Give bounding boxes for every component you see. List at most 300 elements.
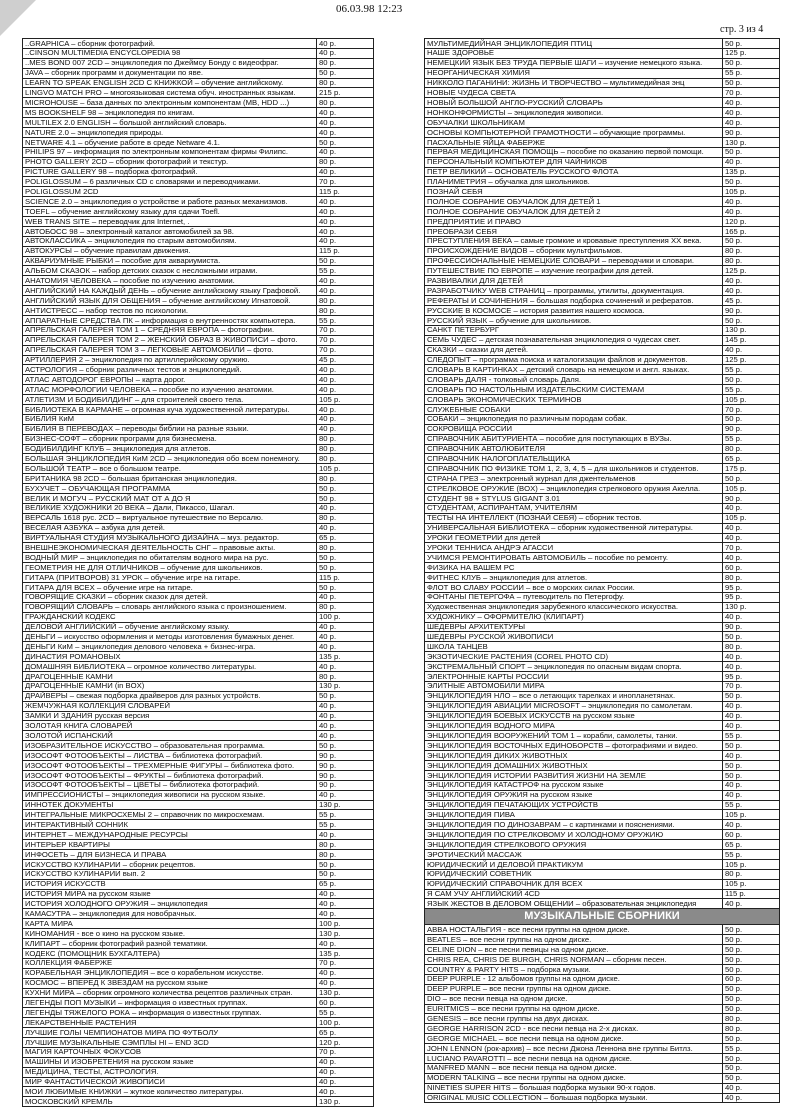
item-price: 40 р. bbox=[723, 286, 780, 296]
table-row bbox=[425, 345, 780, 355]
item-price: 40 р. bbox=[723, 1093, 780, 1103]
item-name: ВОДНЫЙ МИР – энциклопедия по обитателям водного мира на рус. bbox=[23, 553, 317, 563]
item-name: АНТИСТРЕСС – набор тестов по психологии. bbox=[23, 306, 317, 316]
table-row bbox=[425, 701, 780, 711]
item-name: LEARN TO SPEAK ENGLISH 2CD С КНИЖКОЙ – обучение английскому. bbox=[23, 78, 317, 88]
item-name: ПОЛНОЕ СОБРАНИЕ ОБУЧАЛОК ДЛЯ ДЕТЕЙ 1 bbox=[425, 197, 723, 207]
item-price: 135 р. bbox=[723, 167, 780, 177]
item-price: 40 р. bbox=[317, 830, 374, 840]
item-price: 40 р. bbox=[317, 721, 374, 731]
item-price: 60 р. bbox=[723, 974, 780, 984]
item-price: 40 р. bbox=[723, 503, 780, 513]
item-price: 105 р. bbox=[723, 395, 780, 405]
table-row bbox=[23, 276, 374, 286]
item-name: ЭКЗОТИЧЕСКИЕ РАСТЕНИЯ (COREL PHOTO CD) bbox=[425, 652, 723, 662]
item-price: 80 р. bbox=[317, 840, 374, 850]
item-name: CELINE DION – все песни певицы на одном диске. bbox=[425, 945, 723, 955]
item-name: СКАЗКИ – сказки для детей. bbox=[425, 345, 723, 355]
table-row bbox=[425, 770, 780, 780]
item-name: ЗОЛОТОЙ ИСПАНСКИЙ bbox=[23, 731, 317, 741]
item-name: АТЛАС МОРФОЛОГИИ ЧЕЛОВЕКА – пособие по изучению анатомии. bbox=[23, 385, 317, 395]
table-row bbox=[425, 994, 780, 1004]
item-price: 40 р. bbox=[723, 98, 780, 108]
item-price: 50 р. bbox=[723, 691, 780, 701]
item-price: 105 р. bbox=[317, 395, 374, 405]
table-row bbox=[23, 533, 374, 543]
table-row bbox=[23, 662, 374, 672]
item-price: 50 р. bbox=[723, 964, 780, 974]
item-price: 40 р. bbox=[317, 711, 374, 721]
table-row bbox=[425, 790, 780, 800]
item-name: АППАРАТНЫЕ СРЕДСТВА ПК – информация о внутренностях компьютера. bbox=[23, 315, 317, 325]
item-name: ГИТАРА ДЛЯ ВСЕХ – обучение игре на гитаре. bbox=[23, 582, 317, 592]
item-price: 80 р. bbox=[723, 642, 780, 652]
item-name: НОВЫЙ БОЛЬШОЙ АНГЛО-РУССКИЙ СЛОВАРЬ bbox=[425, 98, 723, 108]
item-name: АКВАРИУМНЫЕ РЫБКИ – пособие для аквариумиста. bbox=[23, 256, 317, 266]
table-row bbox=[425, 226, 780, 236]
table-row bbox=[425, 157, 780, 167]
item-name: ЭНЦИКЛОПЕДИЯ ДОМАШНИХ ЖИВОТНЫХ bbox=[425, 761, 723, 771]
table-row bbox=[425, 1014, 780, 1024]
table-row bbox=[425, 187, 780, 197]
item-price: 40 р. bbox=[723, 345, 780, 355]
item-name: ЖЕМЧУЖНАЯ КОЛЛЕКЦИЯ СЛОВАРЕЙ bbox=[23, 701, 317, 711]
item-name: АПРЕЛЬСКАЯ ГАЛЕРЕЯ ТОМ 2 – ЖЕНСКИЙ ОБРАЗ В ЖИВОПИСИ – фото. bbox=[23, 335, 317, 345]
item-name: МАШИНЫ И ИЗОБРЕТЕНИЯ на русском языке bbox=[23, 1057, 317, 1067]
item-name: МУЛЬТИМЕДИЙНАЯ ЭНЦИКЛОПЕДИЯ ПТИЦ bbox=[425, 39, 723, 49]
item-name: СТУДЕНТАМ, АСПИРАНТАМ, УЧИТЕЛЯМ bbox=[425, 503, 723, 513]
item-name: ВЕЛИК И МОГУЧ – РУССКИЙ МАТ ОТ А ДО Я bbox=[23, 493, 317, 503]
item-price: 40 р. bbox=[723, 108, 780, 118]
item-price: 80 р. bbox=[317, 296, 374, 306]
item-name: АТЛАС АВТОДОРОГ ЕВРОПЫ – карта дорог. bbox=[23, 375, 317, 385]
item-price: 40 р. bbox=[723, 612, 780, 622]
item-price: 175 р. bbox=[723, 464, 780, 474]
item-name: ЮРИДИЧЕСКИЙ И ДЕЛОВОЙ ПРАКТИКУМ bbox=[425, 859, 723, 869]
item-name: АВТОКУРСЫ – обучение правилам движения. bbox=[23, 246, 317, 256]
item-name: ВЕЛИКИЕ ХУДОЖНИКИ 20 ВЕКА – Дали, Пикассо, Шагал. bbox=[23, 503, 317, 513]
item-price: 80 р. bbox=[723, 869, 780, 879]
item-price: 90 р. bbox=[723, 493, 780, 503]
table-row bbox=[425, 266, 780, 276]
item-name: TOEFL – обучение английскому языку для сдачи Toefl. bbox=[23, 207, 317, 217]
item-name: ЭНЦИКЛОПЕДИЯ КАТАСТРОФ на русском языке bbox=[425, 780, 723, 790]
item-price: 130 р. bbox=[317, 929, 374, 939]
table-row bbox=[425, 869, 780, 879]
table-row bbox=[425, 642, 780, 652]
item-price: 40 р. bbox=[723, 1083, 780, 1093]
item-name: ИНТЕГРАЛЬНЫЕ МИКРОСХЕМЫ 2 – справочник по микросхемам. bbox=[23, 810, 317, 820]
table-row bbox=[23, 582, 374, 592]
item-price: 95 р. bbox=[723, 592, 780, 602]
item-price: 50 р. bbox=[317, 869, 374, 879]
item-name: PHOTO GALLERY 2CD – сборник фотографий и текстур. bbox=[23, 157, 317, 167]
item-name: БУХУЧЕТ – ОБУЧАЮЩАЯ ПРОГРАММА bbox=[23, 484, 317, 494]
item-price: 80 р. bbox=[317, 672, 374, 682]
item-name: ..MES BOND 007 2CD – энциклопедия по Джеймсу Бонду с видеофраг. bbox=[23, 58, 317, 68]
item-name: ИНФОСЕТЬ – ДЛЯ БИЗНЕСА И ПРАВА bbox=[23, 850, 317, 860]
table-row bbox=[23, 612, 374, 622]
item-name: ВЕСЕЛАЯ АЗБУКА – азбука для детей. bbox=[23, 523, 317, 533]
item-name: МАГИЯ КАРТОЧНЫХ ФОКУСОВ bbox=[23, 1047, 317, 1057]
item-name: GEORGE MICHAEL – все песни певца на одном диске. bbox=[425, 1034, 723, 1044]
item-price: 135 р. bbox=[317, 652, 374, 662]
item-name: МОИ ЛЮБИМЫЕ КНИЖКИ – жуткое количество литературы. bbox=[23, 1087, 317, 1097]
item-name: БИЗНЕС-СОФТ – сборник программ для бизнесмена. bbox=[23, 434, 317, 444]
table-row bbox=[23, 1057, 374, 1067]
item-name: GEORGE HARRISON 2CD - все песни певца на 2-х дисках. bbox=[425, 1024, 723, 1034]
item-name: ИСКУССТВО КУЛИНАРИИ – сборник рецептов. bbox=[23, 859, 317, 869]
item-price: 50 р. bbox=[723, 935, 780, 945]
table-row bbox=[23, 672, 374, 682]
table-row bbox=[23, 118, 374, 128]
table-row bbox=[425, 602, 780, 612]
table-row bbox=[425, 850, 780, 860]
table-row bbox=[23, 869, 374, 879]
item-price: 120 р. bbox=[723, 217, 780, 227]
item-name: ГЕОМЕТРИЯ НЕ ДЛЯ ОТЛИЧНИКОВ – обучение для школьников. bbox=[23, 563, 317, 573]
table-row bbox=[425, 1044, 780, 1054]
table-row bbox=[23, 424, 374, 434]
table-row bbox=[425, 879, 780, 889]
item-name: ЭНЦИКЛОПЕДИЯ ПИВА bbox=[425, 810, 723, 820]
item-name: ЛЕГЕНДЫ ПОП МУЗЫКИ – информация о известных группах. bbox=[23, 998, 317, 1008]
item-price: 80 р. bbox=[723, 444, 780, 454]
item-price: 40 р. bbox=[317, 424, 374, 434]
item-name: ЛУЧШИЕ МУЗЫКАЛЬНЫЕ СЭМПЛЫ НI – END 3CD bbox=[23, 1037, 317, 1047]
item-price: 130 р. bbox=[317, 800, 374, 810]
item-name: PHILIPS 97 – информация по электронным компонентам фирмы Филипс. bbox=[23, 147, 317, 157]
item-name: ЭКСТРЕМАЛЬНЫЙ СПОРТ – энциклопедия по опасным видам спорта. bbox=[425, 662, 723, 672]
item-name: АВТОБОСС 98 – электронный каталог автомобилей за 98. bbox=[23, 226, 317, 236]
item-price: 55 р. bbox=[317, 1008, 374, 1018]
item-price: 90 р. bbox=[723, 306, 780, 316]
table-row bbox=[425, 484, 780, 494]
table-row bbox=[425, 899, 780, 909]
item-name: АНГЛИЙСКИЙ НА КАЖДЫЙ ДЕНЬ – обучение английскому языку Графовой. bbox=[23, 286, 317, 296]
item-price: 40 р. bbox=[317, 731, 374, 741]
item-price: 90 р. bbox=[317, 761, 374, 771]
item-name: ПЕРВАЯ МЕДИЦИНСКАЯ ПОМОЩЬ – пособие по оказанию первой помощи. bbox=[425, 147, 723, 157]
item-price: 105 р. bbox=[723, 484, 780, 494]
item-name: ГИТАРА (ПРИТВОРОВ) 31 УРОК – обучение игре на гитаре. bbox=[23, 573, 317, 583]
item-price: 80 р. bbox=[317, 444, 374, 454]
item-name: ИНТЕРАКТИВНЫЙ СОННИК bbox=[23, 820, 317, 830]
table-row bbox=[425, 622, 780, 632]
item-price: 65 р. bbox=[317, 533, 374, 543]
item-price: 100 р. bbox=[317, 919, 374, 929]
table-row bbox=[425, 935, 780, 945]
table-row bbox=[23, 493, 374, 503]
item-price: 70 р. bbox=[317, 325, 374, 335]
item-name: POLIGLOSSUM – 6 различных CD с словарями и переводчиками. bbox=[23, 177, 317, 187]
table-row bbox=[23, 167, 374, 177]
item-name: ИЗОСОФТ ФОТООБЪЕКТЫ – ТРЕХМЕРНЫЕ ФИГУРЫ – библиотека фото. bbox=[23, 761, 317, 771]
item-price: 40 р. bbox=[723, 197, 780, 207]
table-row bbox=[425, 553, 780, 563]
item-price: 40 р. bbox=[317, 592, 374, 602]
table-row bbox=[23, 345, 374, 355]
item-price: 50 р. bbox=[317, 484, 374, 494]
table-row bbox=[23, 385, 374, 395]
item-price: 80 р. bbox=[723, 1014, 780, 1024]
item-price: 40 р. bbox=[723, 790, 780, 800]
table-row bbox=[23, 464, 374, 474]
item-name: ЗАМКИ И ЗДАНИЯ русская версия bbox=[23, 711, 317, 721]
item-name: КАРТА МИРА bbox=[23, 919, 317, 929]
item-price: 70 р. bbox=[317, 345, 374, 355]
item-name: САНКТ ПЕТЕРБУРГ bbox=[425, 325, 723, 335]
table-row bbox=[425, 582, 780, 592]
item-price: 40 р. bbox=[317, 375, 374, 385]
item-name: КАМАСУТРА – энциклопедия для новобрачных. bbox=[23, 909, 317, 919]
item-price: 55 р. bbox=[317, 266, 374, 276]
item-name: ИЗОСОФТ ФОТООБЪЕКТЫ – ЛИСТВА – библиотека фотографий. bbox=[23, 751, 317, 761]
table-row bbox=[23, 889, 374, 899]
item-name: JAVA – сборник программ и документации по яве. bbox=[23, 68, 317, 78]
table-row bbox=[23, 1018, 374, 1028]
item-name: ГОВОРЯЩИЙ СЛОВАРЬ – словарь английского языка с произношением. bbox=[23, 602, 317, 612]
table-row bbox=[23, 246, 374, 256]
item-price: 40 р. bbox=[317, 197, 374, 207]
item-name: ЭНЦИКЛОПЕДИЯ ПО СТРЕЛКОВОМУ И ХОЛОДНОМУ ОРУЖИЮ bbox=[425, 830, 723, 840]
item-price: 105 р. bbox=[723, 859, 780, 869]
table-row bbox=[23, 88, 374, 98]
table-row bbox=[425, 741, 780, 751]
item-name: ПРОФЕССИОНАЛЬНЫЕ НЕМЕЦКИЕ СЛОВАРИ – переводчики и словари. bbox=[425, 256, 723, 266]
table-row bbox=[23, 563, 374, 573]
item-name: РАЗВИВАЛКИ ДЛЯ ДЕТЕЙ bbox=[425, 276, 723, 286]
item-name: НОВЫЕ ЧУДЕСА СВЕТА bbox=[425, 88, 723, 98]
table-row bbox=[425, 925, 780, 935]
item-price: 70 р. bbox=[317, 1047, 374, 1057]
item-name: NETWARE 4.1 – обучение работе в среде Netware 4.1. bbox=[23, 137, 317, 147]
item-name: ЭНЦИКЛОПЕДИЯ АВИАЦИИ MICROSOFT – энциклопедия по самолетам. bbox=[425, 701, 723, 711]
item-price: 65 р. bbox=[723, 840, 780, 850]
item-price: 115 р. bbox=[317, 187, 374, 197]
item-name: УЧИМСЯ РЕМОНТИРОВАТЬ АВТОМОБИЛЬ – пособие по ремонту. bbox=[425, 553, 723, 563]
table-row bbox=[23, 998, 374, 1008]
table-row bbox=[23, 187, 374, 197]
table-row bbox=[425, 375, 780, 385]
item-price: 40 р. bbox=[317, 523, 374, 533]
item-name: ПАСХАЛЬНЫЕ ЯЙЦА ФАБЕРЖЕ bbox=[425, 137, 723, 147]
table-row bbox=[23, 306, 374, 316]
table-row bbox=[23, 642, 374, 652]
item-name: SCIENCE 2.0 – энциклопедия о устройстве и работе разных механизмов. bbox=[23, 197, 317, 207]
item-price: 55 р. bbox=[317, 315, 374, 325]
item-price: 120 р. bbox=[317, 1037, 374, 1047]
table-row bbox=[425, 1063, 780, 1073]
table-row bbox=[425, 945, 780, 955]
item-name: ФИЗИКА НА ВАШЕМ PC bbox=[425, 563, 723, 573]
item-name: ПРЕОБРАЗИ СЕБЯ bbox=[425, 226, 723, 236]
table-row bbox=[23, 751, 374, 761]
table-row bbox=[23, 137, 374, 147]
item-price: 65 р. bbox=[317, 879, 374, 889]
item-price: 40 р. bbox=[723, 523, 780, 533]
item-name: ЭЛЕКТРОННЫЕ КАРТЫ РОССИИ bbox=[425, 672, 723, 682]
item-name: DEEP PURPLE - 12 альбомов группы на одном диске. bbox=[425, 974, 723, 984]
table-row bbox=[425, 434, 780, 444]
item-name: ХУДОЖНИКУ – ОФОРМИТЕЛЮ (КЛИПАРТ) bbox=[425, 612, 723, 622]
table-row bbox=[425, 573, 780, 583]
item-name: Художественная энциклопедия зарубежного классического искусства. bbox=[425, 602, 723, 612]
item-name: НОНКОНФОРМИСТЫ – энциклопедия живописи. bbox=[425, 108, 723, 118]
item-name: JOHN LENNON (рок-архив) – все песни Джона Леннона вне группы Битлз. bbox=[425, 1044, 723, 1054]
item-price: 60 р. bbox=[723, 830, 780, 840]
table-row bbox=[23, 929, 374, 939]
item-price: 55 р. bbox=[317, 820, 374, 830]
item-price: 105 р. bbox=[723, 513, 780, 523]
table-row bbox=[425, 543, 780, 553]
item-price: 40 р. bbox=[723, 276, 780, 286]
item-name: СПРАВОЧНИК АВТОЛЮБИТЕЛЯ bbox=[425, 444, 723, 454]
table-row bbox=[23, 474, 374, 484]
table-row bbox=[425, 385, 780, 395]
item-price: 50 р. bbox=[723, 1063, 780, 1073]
item-name: Я САМ УЧУ АНГЛИЙСКИЙ 4CD bbox=[425, 889, 723, 899]
table-row bbox=[23, 177, 374, 187]
table-row bbox=[425, 964, 780, 974]
table-row bbox=[425, 414, 780, 424]
item-name: ИМПРЕССИОНИСТЫ – энциклопедия живописи на русском языке. bbox=[23, 790, 317, 800]
item-price: 105 р. bbox=[723, 187, 780, 197]
item-name: КУХНИ МИРА – сборник огромного количества рецептов различных стран. bbox=[23, 988, 317, 998]
table-row bbox=[23, 800, 374, 810]
item-price: 90 р. bbox=[723, 128, 780, 138]
item-name: СЛОВАРЬ В КАРТИНКАХ – детский словарь на немецком и англ. языках. bbox=[425, 365, 723, 375]
table-row bbox=[23, 335, 374, 345]
item-price: 50 р. bbox=[723, 1073, 780, 1083]
item-price: 90 р. bbox=[723, 424, 780, 434]
section-header-row bbox=[425, 909, 780, 925]
item-name: ЛУЧШИЕ ГОЛЫ ЧЕМПИОНАТОВ МИРА ПО ФУТБОЛУ bbox=[23, 1028, 317, 1038]
table-row bbox=[23, 592, 374, 602]
item-price: 70 р. bbox=[723, 404, 780, 414]
item-price: 50 р. bbox=[317, 137, 374, 147]
table-row bbox=[23, 503, 374, 513]
table-row bbox=[23, 98, 374, 108]
table-row bbox=[23, 978, 374, 988]
item-name: ЛЕГЕНДЫ ТЯЖЕЛОГО РОКА – информация о известных группах. bbox=[23, 1008, 317, 1018]
table-row bbox=[425, 652, 780, 662]
item-price: 125 р. bbox=[723, 266, 780, 276]
table-row bbox=[23, 266, 374, 276]
item-price: 95 р. bbox=[723, 672, 780, 682]
table-row bbox=[425, 1053, 780, 1063]
table-row bbox=[425, 424, 780, 434]
item-name: ИЗОСОФТ ФОТООБЪЕКТЫ – ЦВЕТЫ – библиотека фотографий. bbox=[23, 780, 317, 790]
item-name: ТЕСТЫ НА ИНТЕЛЛЕКТ (ПОЗНАЙ СЕБЯ) – сборник тестов. bbox=[425, 513, 723, 523]
table-row bbox=[23, 39, 374, 49]
item-name: PICTURE GALLERY 98 – подборка фотографий. bbox=[23, 167, 317, 177]
table-row bbox=[23, 404, 374, 414]
item-price: 40 р. bbox=[317, 701, 374, 711]
table-row bbox=[23, 256, 374, 266]
table-row bbox=[425, 1083, 780, 1093]
item-price: 70 р. bbox=[317, 335, 374, 345]
item-price: 90 р. bbox=[317, 770, 374, 780]
table-row bbox=[425, 533, 780, 543]
item-price: 80 р. bbox=[317, 306, 374, 316]
item-name: СПРАВОЧНИК АБИТУРИЕНТА – пособие для поступающих в ВУЗы. bbox=[425, 434, 723, 444]
item-name: ДРАГОЦЕННЫЕ КАМНИ (in BOX) bbox=[23, 681, 317, 691]
item-name: ДЕНЬГИ КиМ – энциклопедия делового человека + бизнес-игра. bbox=[23, 642, 317, 652]
item-name: BEATLES – все песни группы на одном диске. bbox=[425, 935, 723, 945]
item-name: ИСТОРИЯ МИРА на русском языке bbox=[23, 889, 317, 899]
table-row bbox=[425, 711, 780, 721]
table-row bbox=[23, 761, 374, 771]
item-price: 40 р. bbox=[723, 780, 780, 790]
table-row bbox=[23, 157, 374, 167]
item-name: ШЕДЕВРЫ РУССКОЙ ЖИВОПИСИ bbox=[425, 632, 723, 642]
item-price: 40 р. bbox=[317, 217, 374, 227]
item-price: 55 р. bbox=[723, 385, 780, 395]
item-price: 45 р. bbox=[723, 296, 780, 306]
item-price: 50 р. bbox=[723, 741, 780, 751]
item-name: УРОКИ ТЕННИСА АНДРЭ АГАССИ bbox=[425, 543, 723, 553]
music-section-title: МУЗЫКАЛЬНЫЕ СБОРНИКИ bbox=[425, 909, 780, 925]
item-price: 40 р. bbox=[317, 1057, 374, 1067]
item-price: 40 р. bbox=[317, 167, 374, 177]
item-price: 65 р. bbox=[317, 1028, 374, 1038]
item-name: РЕФЕРАТЫ И СОЧИНЕНИЯ – большая подборка сочинений и рефератов. bbox=[425, 296, 723, 306]
item-price: 40 р. bbox=[317, 414, 374, 424]
table-row bbox=[425, 474, 780, 484]
item-price: 50 р. bbox=[723, 315, 780, 325]
table-row bbox=[23, 484, 374, 494]
table-row bbox=[23, 1077, 374, 1087]
item-price: 50 р. bbox=[723, 770, 780, 780]
item-name: ГОВОРЯЩИЕ СКАЗКИ – сборник сказок для детей. bbox=[23, 592, 317, 602]
table-row bbox=[425, 800, 780, 810]
table-row bbox=[23, 236, 374, 246]
table-row bbox=[23, 296, 374, 306]
item-price: 50 р. bbox=[317, 691, 374, 701]
table-row bbox=[425, 974, 780, 984]
table-row bbox=[425, 681, 780, 691]
table-row bbox=[425, 592, 780, 602]
item-name: ПОЛНОЕ СОБРАНИЕ ОБУЧАЛОК ДЛЯ ДЕТЕЙ 2 bbox=[425, 207, 723, 217]
item-price: 50 р. bbox=[723, 58, 780, 68]
item-name: ЛЕКАРСТВЕННЫЕ РАСТЕНИЯ bbox=[23, 1018, 317, 1028]
table-row bbox=[23, 988, 374, 998]
item-name: ДРАЙВЕРЫ – свежая подборка драйверов для разных устройств. bbox=[23, 691, 317, 701]
table-row bbox=[425, 39, 780, 49]
table-row bbox=[23, 1097, 374, 1107]
item-price: 40 р. bbox=[317, 128, 374, 138]
item-price: 40 р. bbox=[317, 978, 374, 988]
item-price: 55 р. bbox=[723, 434, 780, 444]
table-row bbox=[23, 899, 374, 909]
table-row bbox=[425, 246, 780, 256]
item-name: ЮРИДИЧЕСКИЙ СОВЕТНИК bbox=[425, 869, 723, 879]
item-price: 50 р. bbox=[723, 1034, 780, 1044]
table-row bbox=[23, 790, 374, 800]
item-price: 80 р. bbox=[723, 1024, 780, 1034]
table-row bbox=[23, 830, 374, 840]
item-price: 130 р. bbox=[317, 988, 374, 998]
item-name: КОЛЛЕКЦИЯ ФАБЕРЖЕ bbox=[23, 958, 317, 968]
item-name: ЭНЦИКЛОПЕДИЯ ВОСТОЧНЫХ ЕДИНОБОРСТВ – фотографиями и видео. bbox=[425, 741, 723, 751]
item-name: ..GRAPHICA – сборник фотографий. bbox=[23, 39, 317, 49]
item-price: 40 р. bbox=[317, 1067, 374, 1077]
table-row bbox=[23, 840, 374, 850]
item-name: АРТИЛЛЕРИЯ 2 – энциклопедия по артиллерийскому оружию. bbox=[23, 355, 317, 365]
item-price: 125 р. bbox=[723, 48, 780, 58]
table-row bbox=[23, 573, 374, 583]
